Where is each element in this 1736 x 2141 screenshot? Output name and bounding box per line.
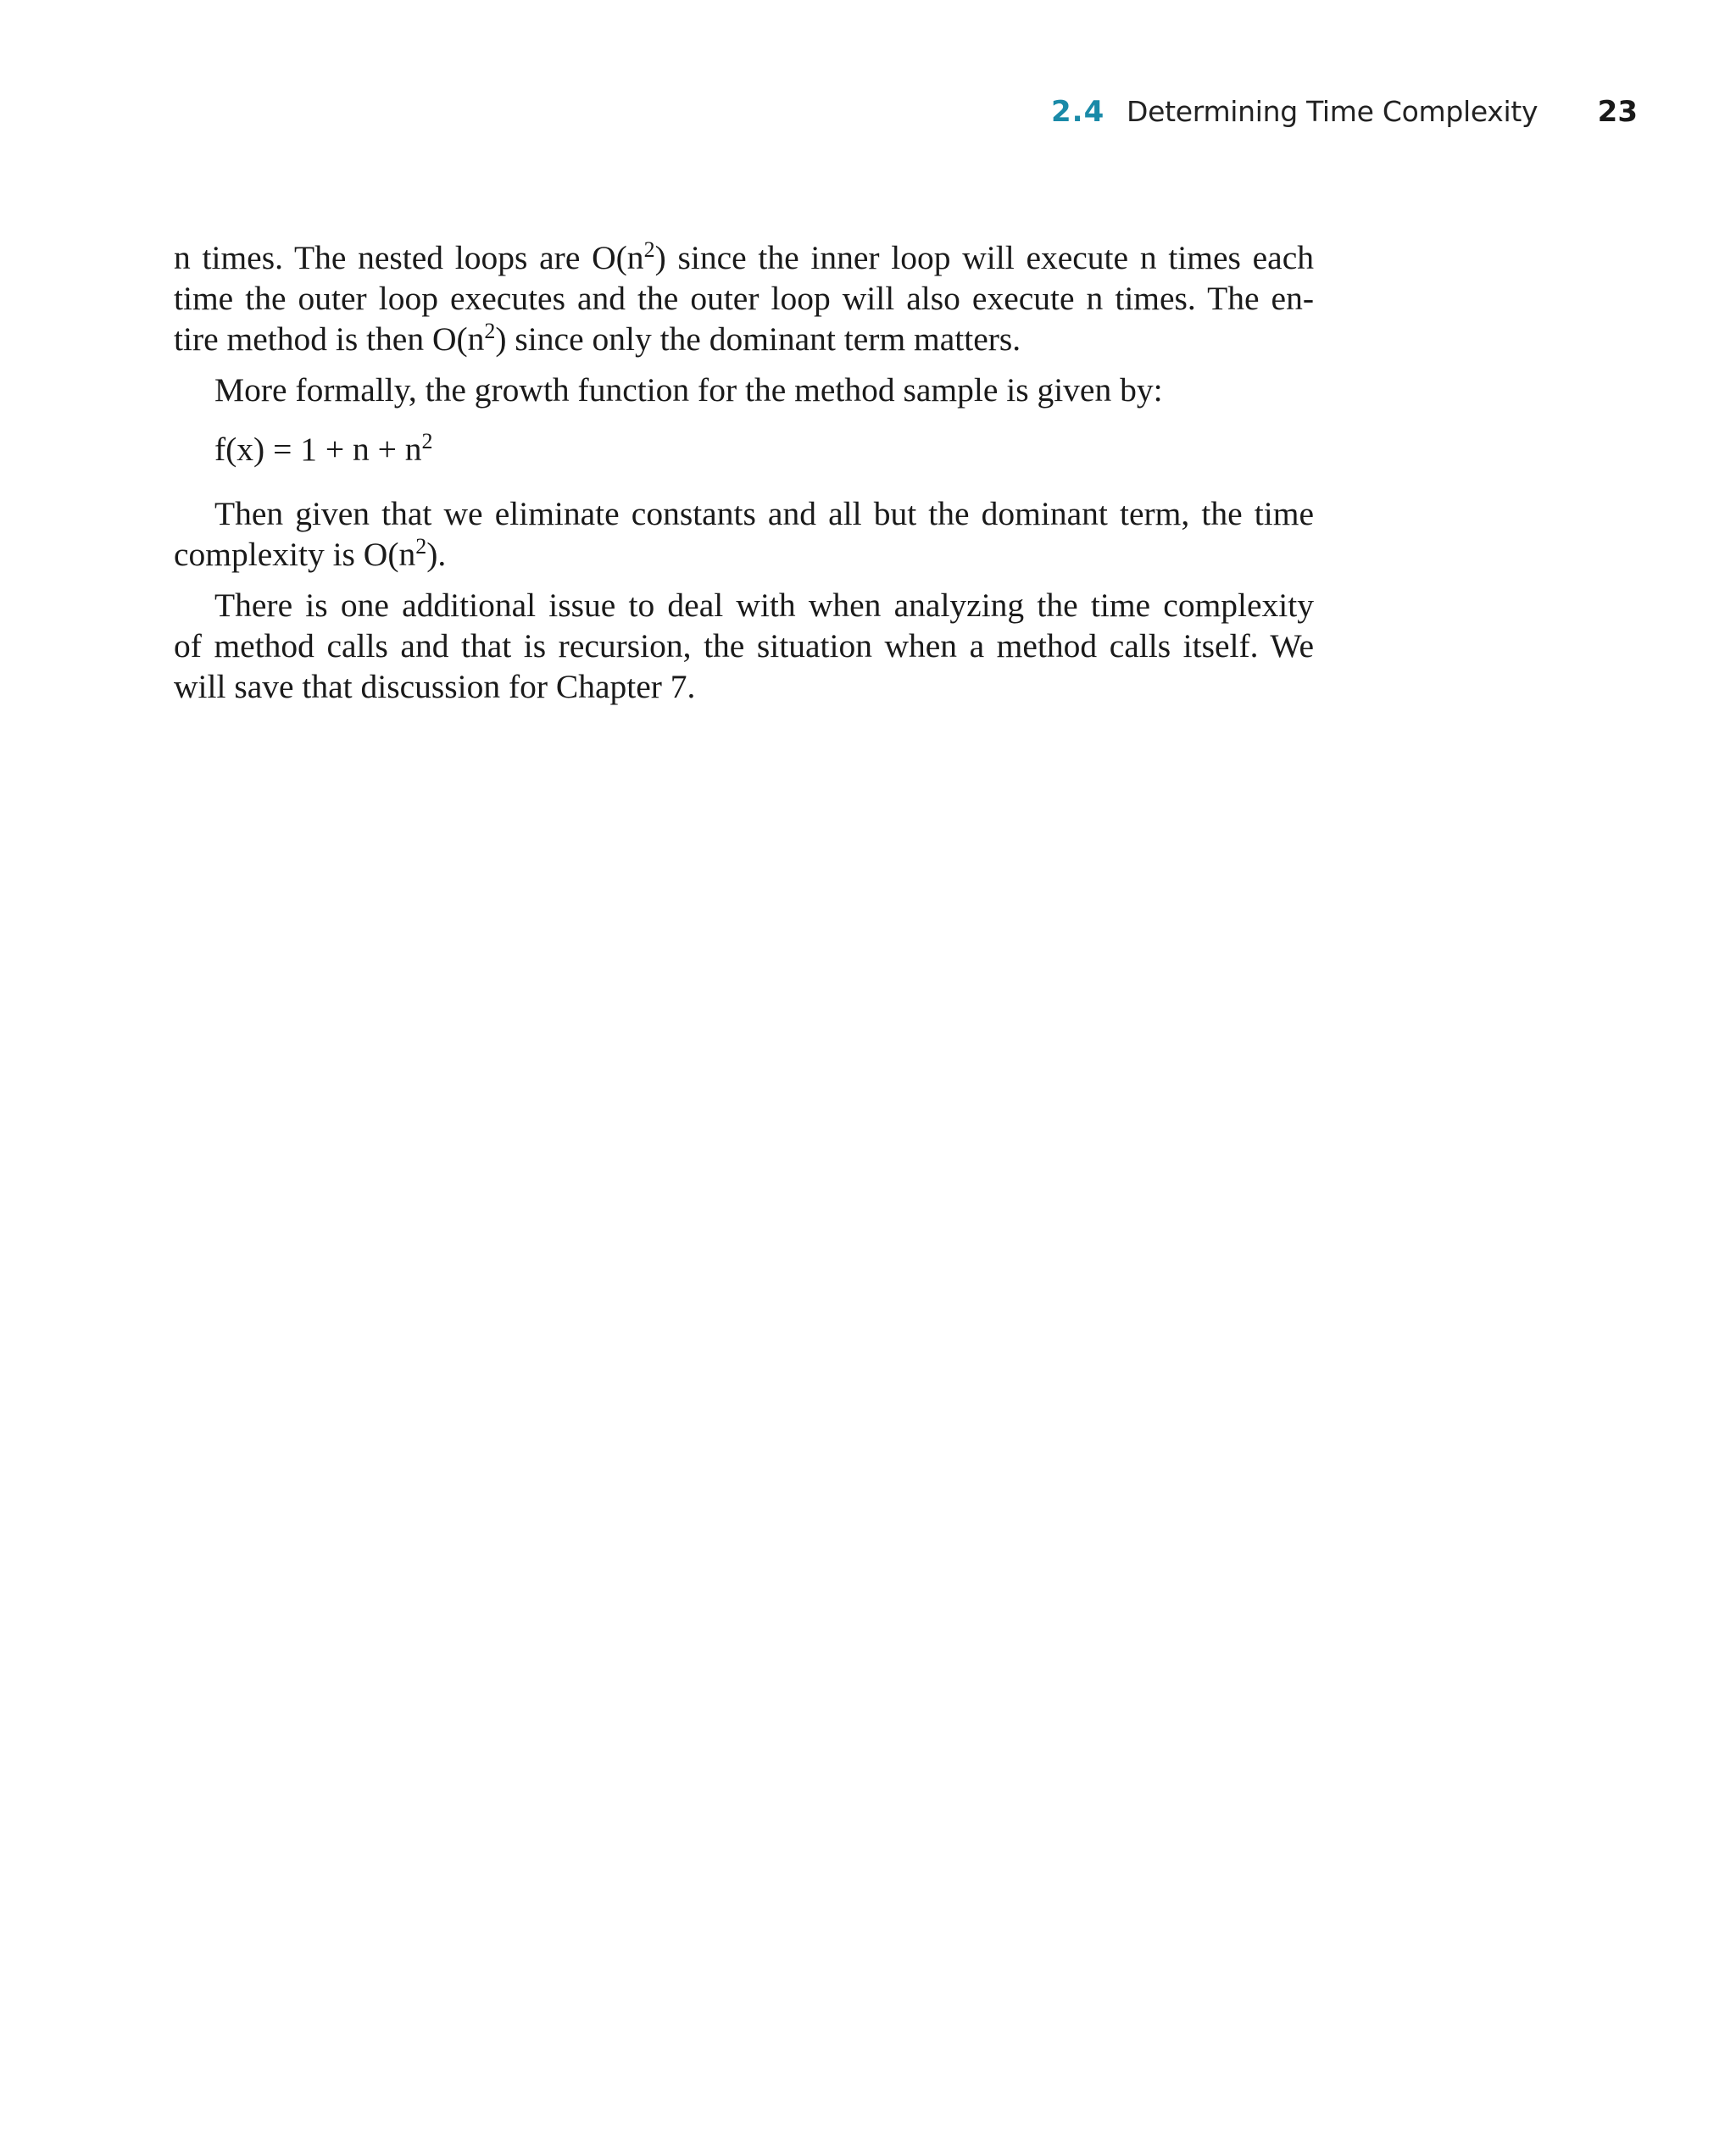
section-number: 2.4 [1051,95,1105,129]
page-number: 23 [1597,95,1638,129]
superscript: 2 [421,429,433,453]
text-run: n times. The nested loops are O(n [174,239,644,276]
running-head [932,92,1638,134]
paragraph [174,585,1314,707]
superscript: 2 [415,534,427,559]
text-line [174,237,1314,278]
formula-line [174,429,1314,470]
text-line: of method calls and that is recursion, the situation when a method calls itself. We [174,627,1314,665]
text-run: complexity is O(n [174,536,416,573]
text-line: More formally, the growth function for the method sample is given by: [214,371,1163,409]
text-line: time the outer loop executes and the outer loop will also execute n times. The en- [174,280,1314,317]
text-run: f(x) = 1 + n + n [214,431,422,468]
text-run: ) since only the dominant term matters. [495,320,1021,358]
text-line [174,534,1314,575]
text-line: Then given that we eliminate constants and all but the dominant term, the time [214,495,1314,532]
superscript: 2 [484,319,496,343]
superscript: 2 [643,237,655,262]
paragraph [174,370,1314,410]
text-run: ) since the inner loop will execute n times each [654,239,1314,276]
text-line: There is one additional issue to deal with when analyzing the time complexity [214,587,1314,624]
section-title: Determining Time Complexity [1127,95,1538,128]
formula [174,429,1314,470]
text-line [174,319,1314,359]
text-run: tire method is then O(n [174,320,485,358]
paragraph [174,493,1314,575]
body-text [174,237,1314,707]
text-line: will save that discussion for Chapter 7. [174,668,696,705]
paragraph [174,237,1314,359]
text-run: ). [426,536,447,573]
